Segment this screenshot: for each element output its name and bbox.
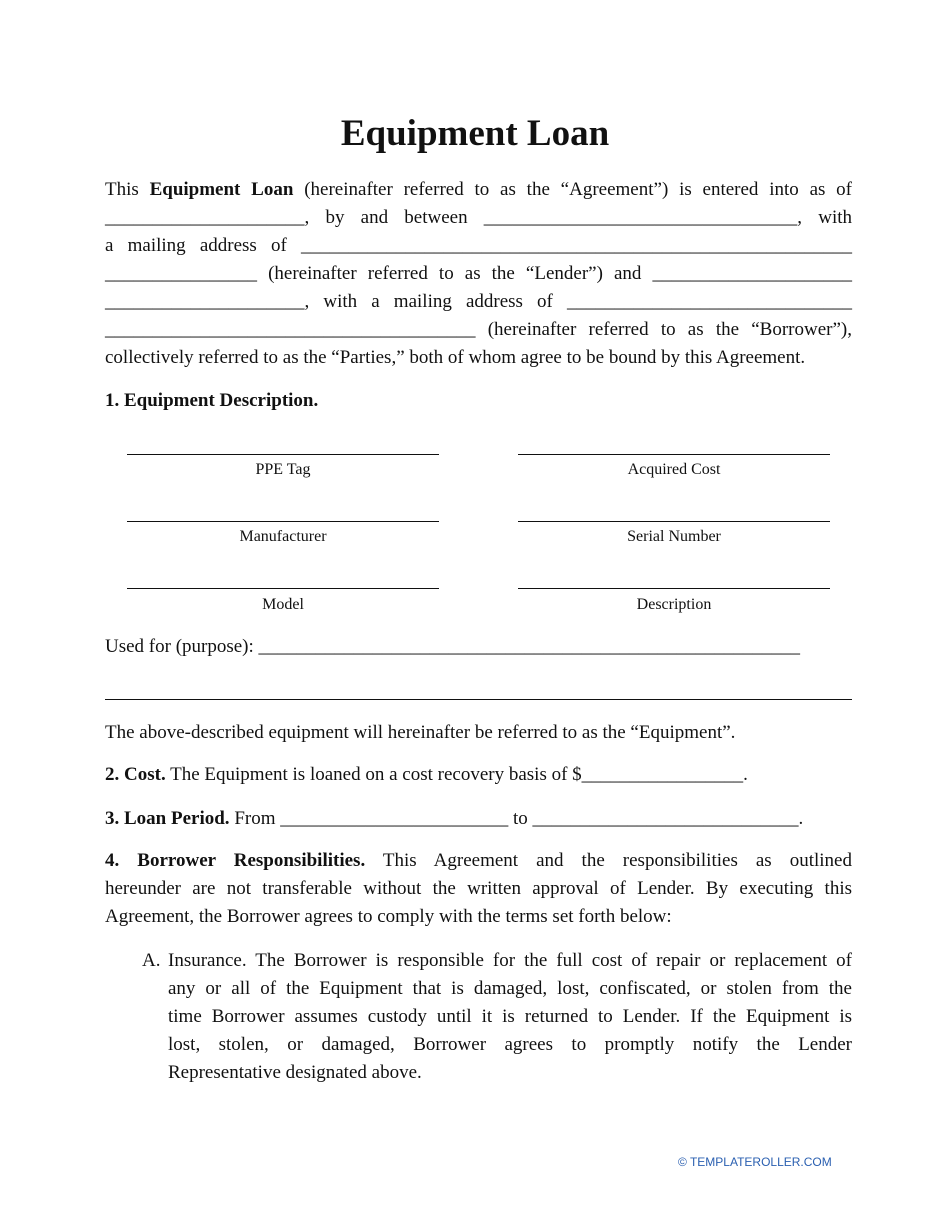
intro-line: _______________________________________ (hereinafter referred to as the “Borrower”), <box>105 319 852 340</box>
intro-line: collectively referred to as the “Parties,” both of whom agree to be bound by this Agreement. <box>105 347 806 368</box>
responsibilities-line: hereunder are not transferable without the written approval of Lender. By executing this <box>105 878 852 899</box>
cost-line <box>105 761 852 789</box>
list-item-line: Insurance. The Borrower is responsible for the full cost of repair or replacement of <box>168 950 852 971</box>
section-heading: 2. Cost. <box>105 764 166 785</box>
text: From ________________________ to ____________________________. <box>229 808 804 829</box>
loan-period-line <box>105 805 852 833</box>
list-marker: A. <box>142 950 161 971</box>
field-label: Manufacturer <box>239 528 327 545</box>
list-item-line: Representative designated above. <box>168 1062 422 1083</box>
intro-line: _____________________, by and between _________________________________, with <box>105 207 852 228</box>
field-label: Acquired Cost <box>627 461 721 478</box>
purpose-blank-line[interactable] <box>105 699 852 700</box>
footer-link[interactable]: © TEMPLATEROLLER.COM <box>678 1155 832 1169</box>
field-label: PPE Tag <box>255 461 311 478</box>
list-item-line: any or all of the Equipment that is damaged, lost, confiscated, or stolen from the <box>168 978 852 999</box>
intro-line: a mailing address of __________________________________________________________ <box>105 235 852 256</box>
field-line[interactable] <box>127 588 439 589</box>
field-line[interactable] <box>127 521 439 522</box>
intro-line <box>105 176 852 204</box>
responsibilities-line: Agreement, the Borrower agrees to comply with the terms set forth below: <box>105 906 672 927</box>
field-line[interactable] <box>127 454 439 455</box>
field-label: Description <box>636 596 712 613</box>
section-heading: 3. Loan Period. <box>105 808 230 829</box>
text: (hereinafter referred to as the “Agreement”) is entered into as of <box>293 179 853 200</box>
list-item-line: time Borrower assumes custody until it is returned to Lender. If the Equipment is <box>168 1006 852 1027</box>
intro-line: ________________ (hereinafter referred to as the “Lender”) and _____________________ <box>105 263 852 284</box>
list-item-line: lost, stolen, or damaged, Borrower agrees to promptly notify the Lender <box>168 1034 852 1055</box>
responsibilities-line <box>105 847 852 875</box>
page-title: Equipment Loan <box>340 113 610 154</box>
intro-line: _____________________, with a mailing address of ______________________________ <box>105 291 852 312</box>
text: This <box>105 179 150 200</box>
field-line[interactable] <box>518 454 830 455</box>
field-line[interactable] <box>518 521 830 522</box>
purpose-line: Used for (purpose): _________________________________________________________ <box>105 636 801 657</box>
text: The Equipment is loaned on a cost recovery basis of $_________________. <box>165 764 748 785</box>
equipment-note: The above-described equipment will hereinafter be referred to as the “Equipment”. <box>105 722 736 743</box>
section-heading: 1. Equipment Description. <box>105 390 319 411</box>
bold-text: Equipment Loan <box>149 179 294 200</box>
text: This Agreement and the responsibilities as outlined <box>365 850 852 871</box>
field-line[interactable] <box>518 588 830 589</box>
field-label: Serial Number <box>627 528 721 545</box>
field-label: Model <box>262 596 304 613</box>
section-heading: 4. Borrower Responsibilities. <box>105 850 366 871</box>
